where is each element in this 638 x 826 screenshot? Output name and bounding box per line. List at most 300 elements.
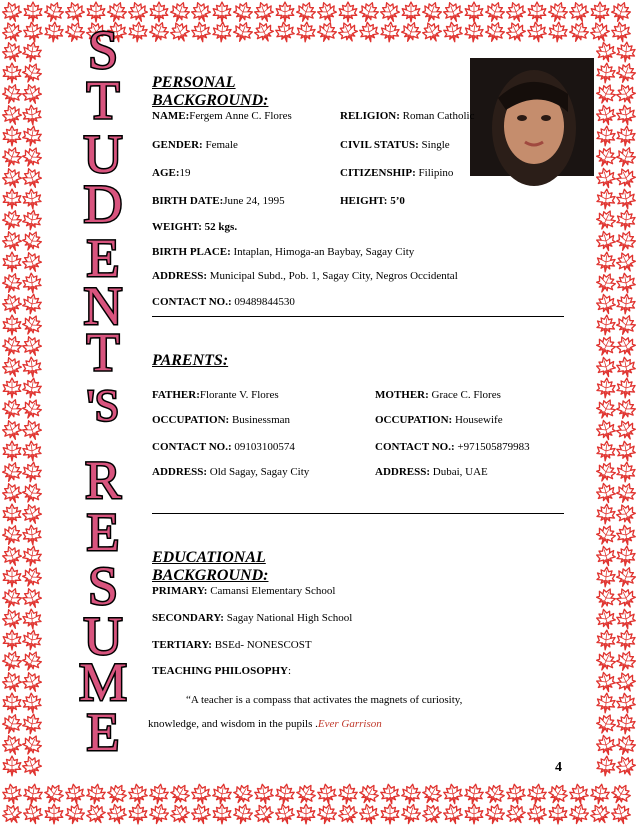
maple-leaf-icon [359,21,380,44]
maple-leaf-icon [484,802,506,826]
maple-leaf-icon [315,20,338,45]
maple-leaf-icon [20,732,44,757]
maple-leaf-icon [3,378,21,398]
maple-leaf-icon [614,753,638,778]
maple-leaf-icon [381,804,399,824]
maple-leaf-icon [609,0,632,24]
maple-leaf-icon [106,802,128,826]
maple-leaf-icon [20,754,43,779]
maple-leaf-icon [442,802,464,826]
maple-leaf-icon [20,82,43,107]
maple-leaf-icon [149,783,170,806]
maple-leaf-icon [274,802,296,826]
maple-leaf-icon [168,0,191,24]
maple-leaf-icon [0,208,23,233]
maple-leaf-icon [22,293,43,316]
civil-status-row: CIVIL STATUS: Single [340,139,450,151]
citizenship-row: CITIZENSHIP: Filipino [340,167,454,179]
maple-leaf-icon [569,783,590,806]
maple-leaf-icon [568,802,590,826]
maple-leaf-icon [595,292,617,316]
maple-leaf-icon [616,356,637,379]
maple-leaf-icon [548,21,567,42]
title-letter: M [78,652,128,712]
maple-leaf-icon [22,440,41,461]
maple-leaf-icon [594,333,618,358]
maple-leaf-icon [594,81,618,106]
maple-leaf-icon [252,0,275,24]
maple-leaf-icon [20,312,44,337]
maple-leaf-icon [594,711,618,736]
profile-photo [470,58,594,176]
maple-leaf-icon [44,21,63,42]
maple-leaf-icon [595,166,617,190]
maple-leaf-icon [616,713,635,734]
teaching-philosophy-row: TEACHING PHILOSOPHY: [152,665,292,677]
maple-leaf-icon [128,783,149,806]
maple-leaf-icon [0,607,23,632]
maple-leaf-icon [275,21,296,44]
title-letter: R [84,450,122,510]
maple-leaf-icon [595,355,617,379]
maple-leaf-icon [588,19,612,44]
maple-leaf-icon [590,783,611,806]
maple-leaf-icon [42,0,65,24]
title-letter: U [83,606,123,666]
maple-leaf-icon [87,2,105,22]
maple-leaf-icon [231,20,254,45]
maple-leaf-icon [22,608,41,629]
maple-leaf-icon [22,692,41,713]
maple-leaf-icon [616,293,635,314]
maple-leaf-icon [0,460,23,485]
maple-leaf-icon [399,20,422,45]
maple-leaf-icon [596,314,615,335]
gender-row: GENDER: Female [152,139,238,151]
title-letter: E [86,502,120,562]
maple-leaf-icon [596,251,615,272]
maple-leaf-icon [587,801,612,826]
maple-leaf-icon [20,670,43,695]
maple-leaf-icon [3,126,21,146]
maple-leaf-icon [3,693,21,713]
maple-leaf-icon [0,649,23,674]
maple-leaf-icon [596,692,615,713]
maple-leaf-icon [0,166,23,191]
address-row: ADDRESS: Municipal Subd., Pob. 1, Sagay City, Negros Occidental [152,270,458,282]
maple-leaf-icon [3,189,21,209]
maple-leaf-icon [0,229,23,254]
maple-leaf-icon [464,783,485,806]
maple-leaf-icon [616,545,635,566]
maple-leaf-icon [126,0,149,24]
maple-leaf-icon [419,801,444,826]
students-resume-vertical-title [62,20,144,762]
maple-leaf-icon [441,0,464,24]
maple-leaf-icon [527,21,548,44]
maple-leaf-icon [616,272,637,295]
maple-leaf-icon [147,20,170,45]
mother-contact-row: CONTACT NO.: +971505879983 [375,441,530,453]
maple-leaf-icon [610,802,632,826]
maple-leaf-icon [594,459,618,484]
maple-leaf-icon [0,40,23,65]
maple-leaf-icon [594,585,618,610]
maple-leaf-icon [65,783,86,806]
maple-leaf-icon [191,21,212,44]
maple-leaf-icon [251,801,276,826]
maple-leaf-icon [129,804,147,824]
maple-leaf-icon [595,670,617,694]
maple-leaf-icon [0,544,23,569]
mother-row: MOTHER: Grace C. Flores [375,389,501,401]
maple-leaf-icon [0,481,23,506]
maple-leaf-icon [614,145,637,170]
maple-leaf-icon [614,481,637,506]
maple-leaf-icon [595,103,617,127]
maple-leaf-icon [378,0,401,24]
maple-leaf-icon [594,144,618,169]
maple-leaf-icon [596,755,615,776]
maple-leaf-icon [338,783,359,806]
maple-leaf-icon [380,21,399,42]
maple-leaf-icon [596,377,615,398]
maple-leaf-icon [464,21,483,42]
maple-leaf-icon [596,125,615,146]
title-letter: T [86,322,120,382]
maple-leaf-icon [483,20,506,45]
maple-leaf-icon [614,249,638,274]
birth-place-row: BIRTH PLACE: Intaplan, Himoga-an Baybay, Sagay City [152,246,415,258]
maple-leaf-icon [20,166,43,191]
maple-leaf-icon [402,2,420,22]
maple-leaf-icon [443,783,464,806]
tertiary-row: TERTIARY: BSEd- NONESCOST [152,639,312,651]
maple-leaf-icon [614,313,637,338]
maple-leaf-icon [20,334,43,359]
title-letter: S [87,20,119,80]
maple-leaf-icon [596,503,615,524]
maple-leaf-icon [614,81,638,106]
maple-leaf-icon [358,802,380,826]
maple-leaf-icon [254,783,275,806]
maple-leaf-icon [22,125,43,148]
maple-leaf-icon [616,524,637,547]
maple-leaf-icon [614,229,637,254]
maple-leaf-icon [63,20,86,45]
maple-leaf-icon [465,2,483,22]
maple-leaf-icon [20,60,44,85]
maple-leaf-icon [567,20,590,45]
maple-leaf-icon [356,781,381,807]
maple-leaf-icon [20,586,43,611]
maple-leaf-icon [45,804,63,824]
maple-leaf-icon [41,781,66,807]
maple-leaf-icon [504,0,527,24]
maple-leaf-icon [20,564,44,589]
title-letter: N [83,276,123,336]
maple-leaf-icon [0,334,23,359]
maple-leaf-icon [83,801,108,826]
maple-leaf-icon [191,783,212,806]
maple-leaf-icon [335,801,360,826]
maple-leaf-icon [0,523,23,548]
maple-leaf-icon [22,629,43,652]
maple-leaf-icon [0,397,23,422]
maple-leaf-icon [0,418,23,443]
maple-leaf-icon [614,669,638,694]
maple-leaf-icon [546,0,569,24]
maple-leaf-icon [296,21,315,42]
maple-leaf-icon [595,481,617,505]
maple-leaf-icon [22,272,41,293]
maple-leaf-icon [20,144,44,169]
maple-leaf-icon [549,804,567,824]
maple-leaf-icon [0,145,23,170]
maple-leaf-icon [596,629,615,650]
maple-leaf-icon [3,441,21,461]
maple-leaf-icon [380,783,401,806]
maple-leaf-icon [22,104,41,125]
maple-leaf-icon [614,397,637,422]
maple-leaf-icon [595,229,617,253]
maple-leaf-icon [506,783,527,806]
philosophy-quote-line1: “A teacher is a compass that activates the magnets of curiosity, [186,694,463,706]
father-address-row: ADDRESS: Old Sagay, Sagay City [152,466,310,478]
maple-leaf-icon [213,2,231,22]
maple-leaf-icon [0,712,23,737]
maple-leaf-icon [0,733,23,758]
maple-leaf-icon [526,802,548,826]
maple-leaf-icon [86,783,107,806]
religion-row: RELIGION: Roman Catholic [340,110,475,122]
maple-leaf-icon [616,377,635,398]
maple-leaf-icon [616,440,637,463]
maple-leaf-icon [297,804,315,824]
maple-leaf-icon [0,82,23,107]
maple-leaf-icon [616,209,635,230]
maple-leaf-icon [22,713,43,736]
maple-leaf-icon [357,0,380,24]
father-occupation-row: OCCUPATION: Businessman [152,414,291,426]
maple-leaf-icon [0,103,23,128]
maple-leaf-icon [465,804,483,824]
maple-leaf-icon [212,783,233,806]
page-number: 4 [555,760,562,775]
maple-leaf-icon [20,418,43,443]
maple-leaf-icon [616,104,637,127]
maple-leaf-icon [596,566,615,587]
maple-leaf-icon [339,2,357,22]
maple-leaf-icon [213,804,231,824]
maple-leaf-icon [614,501,638,526]
maple-leaf-icon [22,545,43,568]
birth-date-row: BIRTH DATE:June 24, 1995 [152,195,285,207]
maple-leaf-icon [104,781,129,807]
maple-leaf-icon [230,781,255,807]
maple-leaf-icon [148,802,170,826]
maple-leaf-icon [3,630,21,650]
maple-leaf-icon [608,781,633,807]
maple-leaf-icon [594,396,618,421]
maple-leaf-icon [567,0,590,24]
maple-leaf-icon [150,2,168,22]
maple-leaf-icon [594,270,618,295]
maple-leaf-icon [252,19,276,44]
title-letter: E [86,228,120,288]
maple-leaf-icon [276,2,294,22]
maple-leaf-icon [443,21,464,44]
maple-leaf-icon [22,524,41,545]
maple-leaf-icon [336,19,360,44]
maple-leaf-icon [20,228,44,253]
maple-leaf-icon [24,2,42,22]
maple-leaf-icon [189,0,212,24]
maple-leaf-icon [3,315,21,335]
maple-leaf-icon [316,802,338,826]
maple-leaf-icon [0,19,24,44]
mother-address-row: ADDRESS: Dubai, UAE [375,466,488,478]
maple-leaf-icon [190,802,212,826]
maple-leaf-icon [595,544,617,568]
maple-leaf-icon [527,783,548,806]
title-letter: E [86,702,120,762]
maple-leaf-icon [614,165,638,190]
maple-leaf-icon [596,440,615,461]
maple-leaf-icon [420,19,444,44]
maple-leaf-icon [293,781,318,807]
maple-leaf-icon [616,125,635,146]
maple-leaf-icon [167,801,192,826]
maple-leaf-icon [22,377,43,400]
maple-leaf-icon [591,2,609,22]
title-letter: T [86,70,120,130]
maple-leaf-icon [315,0,338,24]
maple-leaf-icon [168,19,192,44]
contact-row: CONTACT NO.: 09489844530 [152,296,295,308]
maple-leaf-icon [20,502,43,527]
maple-leaf-icon [22,802,44,826]
maple-leaf-icon [2,783,23,806]
maple-leaf-icon [0,0,23,24]
maple-leaf-icon [275,783,296,806]
maple-leaf-icon [22,356,41,377]
maple-leaf-icon [20,480,44,505]
maple-leaf-icon [0,292,23,317]
maple-leaf-icon [317,783,338,806]
father-row: FATHER:Florante V. Flores [152,389,279,401]
maple-leaf-icon [594,207,618,232]
maple-leaf-icon [3,252,21,272]
maple-leaf-icon [616,41,635,62]
maple-leaf-icon [595,607,617,631]
age-row: AGE:19 [152,167,191,179]
maple-leaf-icon [128,21,147,42]
maple-leaf-icon [22,41,43,64]
title-letter: U [83,124,123,184]
weight-row: WEIGHT: 52 kgs. [152,221,238,233]
maple-leaf-icon [20,396,44,421]
educational-background-heading: EDUCATIONAL BACKGROUND: [152,549,269,584]
maple-leaf-icon [419,781,444,807]
philosophy-quote-line2: knowledge, and wisdom in the pupils .Ever Garrison [148,718,382,730]
maple-leaf-icon [596,62,615,83]
mother-occupation-row: OCCUPATION: Housewife [375,414,503,426]
maple-leaf-icon [594,522,618,547]
primary-row: PRIMARY: Camansi Elementary School [152,585,336,597]
title-letter: S [87,556,119,616]
maple-leaf-icon [63,0,86,24]
maple-leaf-icon [614,333,638,358]
maple-leaf-icon [23,21,44,44]
maple-leaf-icon [595,733,617,757]
maple-leaf-icon [504,19,528,44]
maple-leaf-icon [20,648,44,673]
maple-leaf-icon [3,756,21,776]
maple-leaf-icon [595,40,617,64]
maple-leaf-icon [64,802,86,826]
maple-leaf-icon [0,271,23,296]
maple-leaf-icon [294,0,317,24]
title-letter: 'S [86,381,120,430]
maple-leaf-icon [596,188,615,209]
maple-leaf-icon [212,21,231,42]
maple-leaf-icon [616,629,635,650]
maple-leaf-icon [614,733,637,758]
height-row: HEIGHT: 5’0 [340,195,405,207]
maple-leaf-icon [614,565,637,590]
maple-leaf-icon [22,209,43,232]
maple-leaf-icon [595,418,617,442]
maple-leaf-icon [616,461,635,482]
maple-leaf-icon [232,802,254,826]
maple-leaf-icon [0,670,23,695]
maple-leaf-icon [0,586,23,611]
maple-leaf-icon [616,608,637,631]
maple-leaf-icon [611,21,632,44]
maple-leaf-icon [420,0,443,24]
parents-heading: PARENTS: [152,352,229,369]
maple-leaf-icon [483,0,506,24]
maple-leaf-icon [0,355,23,380]
maple-leaf-icon [20,250,43,275]
maple-leaf-icon [167,781,192,807]
maple-leaf-icon [231,0,254,24]
maple-leaf-icon [400,802,422,826]
section-divider [152,513,564,514]
maple-leaf-icon [503,801,528,826]
maple-leaf-icon [594,648,618,673]
maple-leaf-icon [3,63,21,83]
maple-leaf-icon [614,585,638,610]
maple-leaf-icon [616,692,637,715]
maple-leaf-icon [401,783,422,806]
title-letter: D [83,174,123,234]
maple-leaf-icon [22,461,43,484]
maple-leaf-icon [0,801,25,826]
maple-leaf-icon [3,504,21,524]
name-row: NAME:Fergem Anne C. Flores [152,110,292,122]
maple-leaf-icon [23,783,44,806]
quote-author: Ever Garrison [317,718,382,730]
section-divider [152,316,564,317]
maple-leaf-icon [3,567,21,587]
maple-leaf-icon [614,417,638,442]
maple-leaf-icon [22,188,41,209]
maple-leaf-icon [614,649,637,674]
maple-leaf-icon [482,781,507,807]
secondary-row: SECONDARY: Sagay National High School [152,612,353,624]
